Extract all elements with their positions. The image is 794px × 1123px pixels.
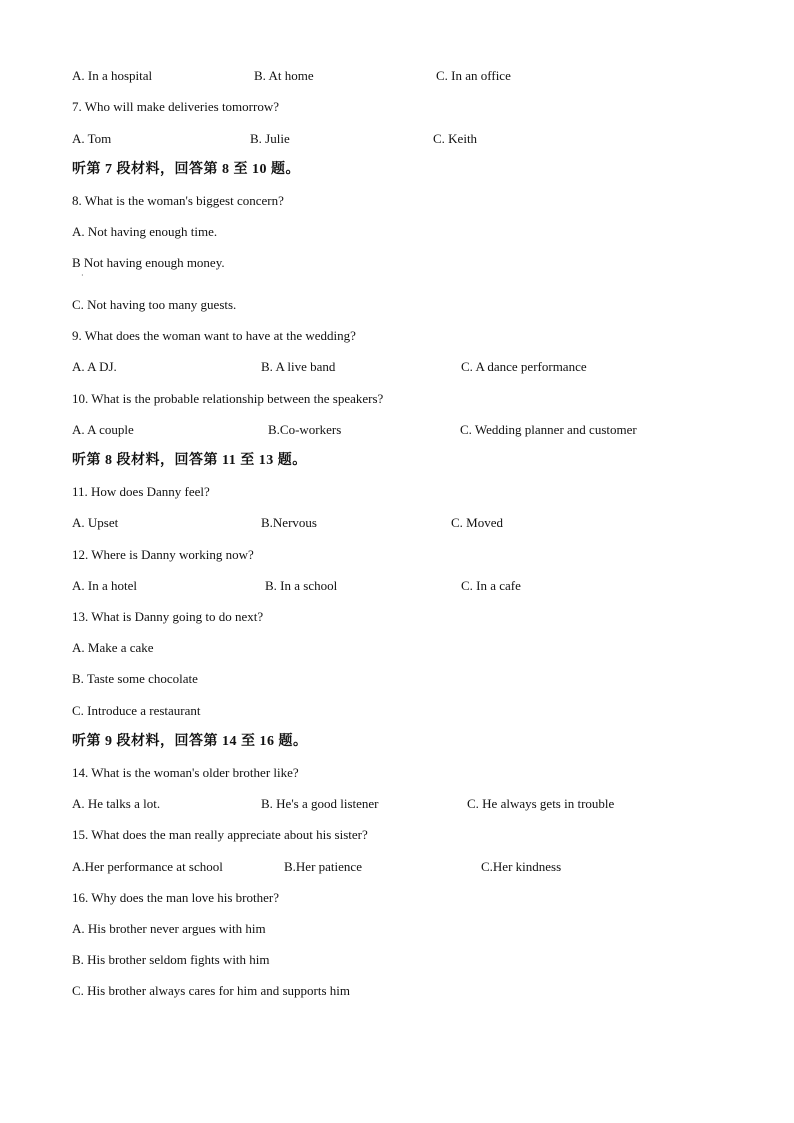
q10-question: 10. What is the probable relationship between the speakers?	[72, 391, 384, 406]
q10-option-b: B.Co-workers	[268, 422, 342, 437]
q7-question: 7. Who will make deliveries tomorrow?	[72, 99, 279, 114]
q11-question: 11. How does Danny feel?	[72, 484, 210, 499]
q12-question: 12. Where is Danny working now?	[72, 547, 254, 562]
q13-option-a: A. Make a cake	[72, 640, 154, 655]
q14-option-c: C. He always gets in trouble	[467, 796, 615, 811]
section-9-heading: 听第 9 段材料，回答第 14 至 16 题。	[72, 734, 308, 749]
q6-option-c: C. In an office	[436, 68, 511, 83]
q12-option-b: B. In a school	[265, 578, 338, 593]
q14-option-b: B. He's a good listener	[261, 796, 379, 811]
q10-option-c: C. Wedding planner and customer	[460, 422, 637, 437]
q7-option-a: A. Tom	[72, 131, 112, 146]
q9-option-a: A. A DJ.	[72, 359, 117, 374]
section-8-heading: 听第 8 段材料，回答第 11 至 13 题。	[72, 453, 307, 468]
q7-option-b: B. Julie	[250, 131, 290, 146]
q9-option-c: C. A dance performance	[461, 359, 587, 374]
q8-option-b: B Not having enough money.	[72, 255, 225, 270]
q11-option-b: B.Nervous	[261, 515, 317, 530]
q16-option-c: C. His brother always cares for him and supports him	[72, 983, 351, 998]
q8-option-c: C. Not having too many guests.	[72, 297, 237, 312]
q11-option-c: C. Moved	[451, 515, 503, 530]
q15-question: 15. What does the man really appreciate about his sister?	[72, 827, 368, 842]
q10-option-a: A. A couple	[72, 422, 134, 437]
q13-option-c: C. Introduce a restaurant	[72, 703, 201, 718]
q16-question: 16. Why does the man love his brother?	[72, 890, 279, 905]
section-7-heading: 听第 7 段材料，回答第 8 至 10 题。	[72, 162, 300, 177]
q13-option-b: B. Taste some chocolate	[72, 671, 198, 686]
q6-option-a: A. In a hospital	[72, 68, 153, 83]
q14-option-a: A. He talks a lot.	[72, 796, 161, 811]
q9-question: 9. What does the woman want to have at the wedding?	[72, 328, 356, 343]
q14-question: 14. What is the woman's older brother like?	[72, 765, 299, 780]
q12-option-c: C. In a cafe	[461, 578, 521, 593]
q11-option-a: A. Upset	[72, 515, 119, 530]
q15-option-c: C.Her kindness	[481, 859, 562, 874]
q15-option-a: A.Her performance at school	[72, 859, 223, 874]
q6-option-b: B. At home	[254, 68, 314, 83]
q12-option-a: A. In a hotel	[72, 578, 137, 593]
q9-option-b: B. A live band	[261, 359, 336, 374]
stray-dot-mark: ·	[81, 271, 84, 280]
q7-option-c: C. Keith	[433, 131, 478, 146]
q13-question: 13. What is Danny going to do next?	[72, 609, 264, 624]
q8-question: 8. What is the woman's biggest concern?	[72, 193, 284, 208]
q15-option-b: B.Her patience	[284, 859, 362, 874]
q16-option-a: A. His brother never argues with him	[72, 921, 266, 936]
q16-option-b: B. His brother seldom fights with him	[72, 952, 270, 967]
q8-option-a: A. Not having enough time.	[72, 224, 218, 239]
